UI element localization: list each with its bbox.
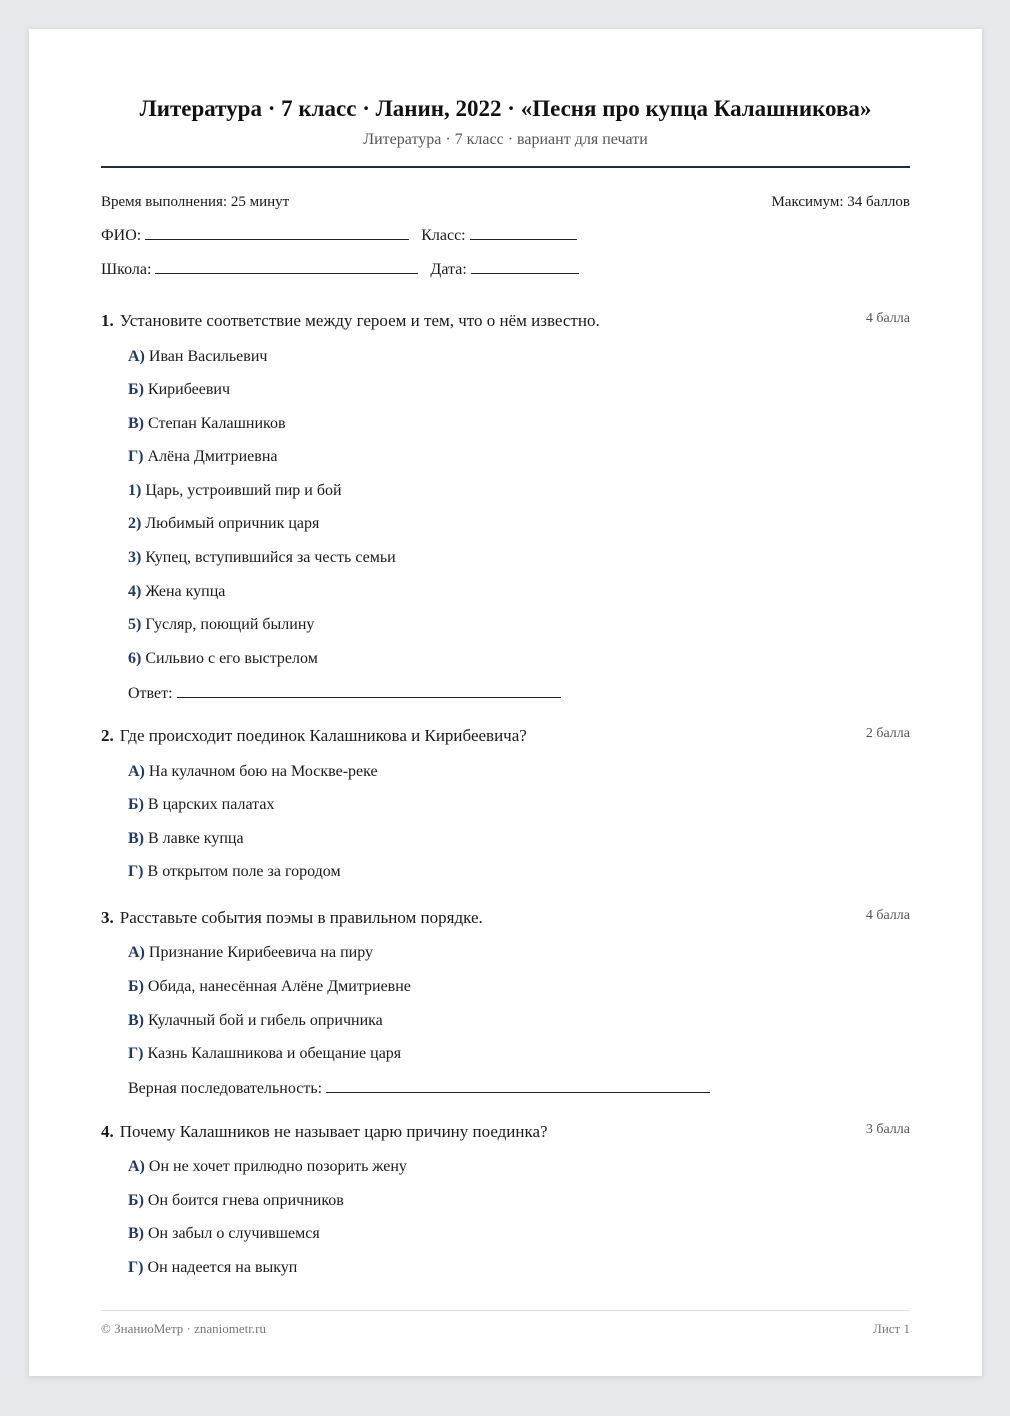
option-item: Б) В царских палатах (128, 796, 275, 813)
page-title: Литература · 7 класс · Ланин, 2022 · «Песня про купца Калашникова» (139, 96, 872, 121)
class-field[interactable] (470, 225, 577, 240)
option-item: 6) Сильвио с его выстрелом (128, 650, 318, 667)
question-text: Расставьте события поэмы в правильном порядке. (119, 908, 483, 927)
option-item: Б) Обида, нанесённая Алёне Дмитриевне (128, 978, 411, 995)
question-4-header (101, 1121, 910, 1143)
question-number: 4. (101, 1122, 114, 1141)
question-text: Почему Калашников не называет царю причину поединка? (119, 1122, 548, 1141)
question-number: 1. (101, 311, 114, 330)
question-points: 4 балла (865, 311, 910, 326)
option-item: В) Кулачный бой и гибель опричника (128, 1012, 383, 1029)
option-item: А) Признание Кирибеевича на пиру (128, 944, 373, 961)
footer-copyright: © ЗнаниоМетр · znaniometr.ru (101, 1321, 266, 1336)
option-item: А) На кулачном бою на Москве-реке (128, 763, 378, 780)
option-item: 3) Купец, вступившийся за честь семьи (128, 549, 396, 566)
header-divider (101, 166, 910, 168)
question-2-header (101, 725, 910, 747)
footer-divider (101, 1310, 910, 1311)
fio-label: ФИО: (101, 227, 142, 244)
sequence-answer-row (128, 1078, 710, 1099)
date-field[interactable] (471, 259, 579, 274)
sequence-field[interactable] (326, 1078, 710, 1093)
name-class-row (101, 225, 577, 246)
fio-field[interactable] (145, 225, 409, 240)
option-item: Б) Он боится гнева опричников (128, 1192, 344, 1209)
question-1-header (101, 310, 910, 332)
question-points: 2 балла (865, 726, 910, 741)
question-text: Где происходит поединок Калашникова и Кирибеевича? (119, 726, 527, 745)
date-label: Дата: (430, 261, 467, 278)
worksheet-page (29, 29, 982, 1376)
class-label: Класс: (421, 227, 466, 244)
question-number: 2. (101, 726, 114, 745)
option-item: 1) Царь, устроивший пир и бой (128, 482, 342, 499)
sequence-label: Верная последовательность: (128, 1080, 323, 1097)
option-item: 5) Гусляр, поющий былину (128, 616, 315, 633)
school-field[interactable] (155, 259, 418, 274)
answer-row (128, 683, 561, 704)
option-item: 4) Жена купца (128, 583, 226, 600)
answer-label: Ответ: (128, 685, 173, 702)
question-points: 4 балла (865, 908, 910, 923)
option-item: Г) В открытом поле за городом (128, 863, 341, 880)
answer-field[interactable] (177, 683, 561, 698)
page-number: Лист 1 (873, 1321, 910, 1336)
option-item: А) Иван Васильевич (128, 348, 268, 365)
option-item: Г) Алёна Дмитриевна (128, 448, 278, 465)
school-date-row (101, 259, 579, 280)
option-item: Г) Казнь Калашникова и обещание царя (128, 1045, 402, 1062)
option-item: В) Он забыл о случившемся (128, 1225, 320, 1242)
school-label: Школа: (101, 261, 152, 278)
option-item: 2) Любимый опричник царя (128, 515, 320, 532)
question-number: 3. (101, 908, 114, 927)
option-item: В) Степан Калашников (128, 415, 286, 432)
question-points: 3 балла (865, 1122, 910, 1137)
option-item: А) Он не хочет прилюдно позорить жену (128, 1158, 407, 1175)
time-limit: Время выполнения: 25 минут (101, 194, 290, 210)
option-item: В) В лавке купца (128, 830, 244, 847)
option-item: Г) Он надеется на выкуп (128, 1259, 298, 1276)
option-item: Б) Кирибеевич (128, 381, 230, 398)
question-3-header (101, 907, 910, 929)
max-score: Максимум: 34 баллов (771, 194, 910, 210)
page-subtitle: Литература · 7 класс · вариант для печати (363, 131, 648, 148)
question-text: Установите соответствие между героем и тем, что о нём известно. (119, 311, 600, 330)
